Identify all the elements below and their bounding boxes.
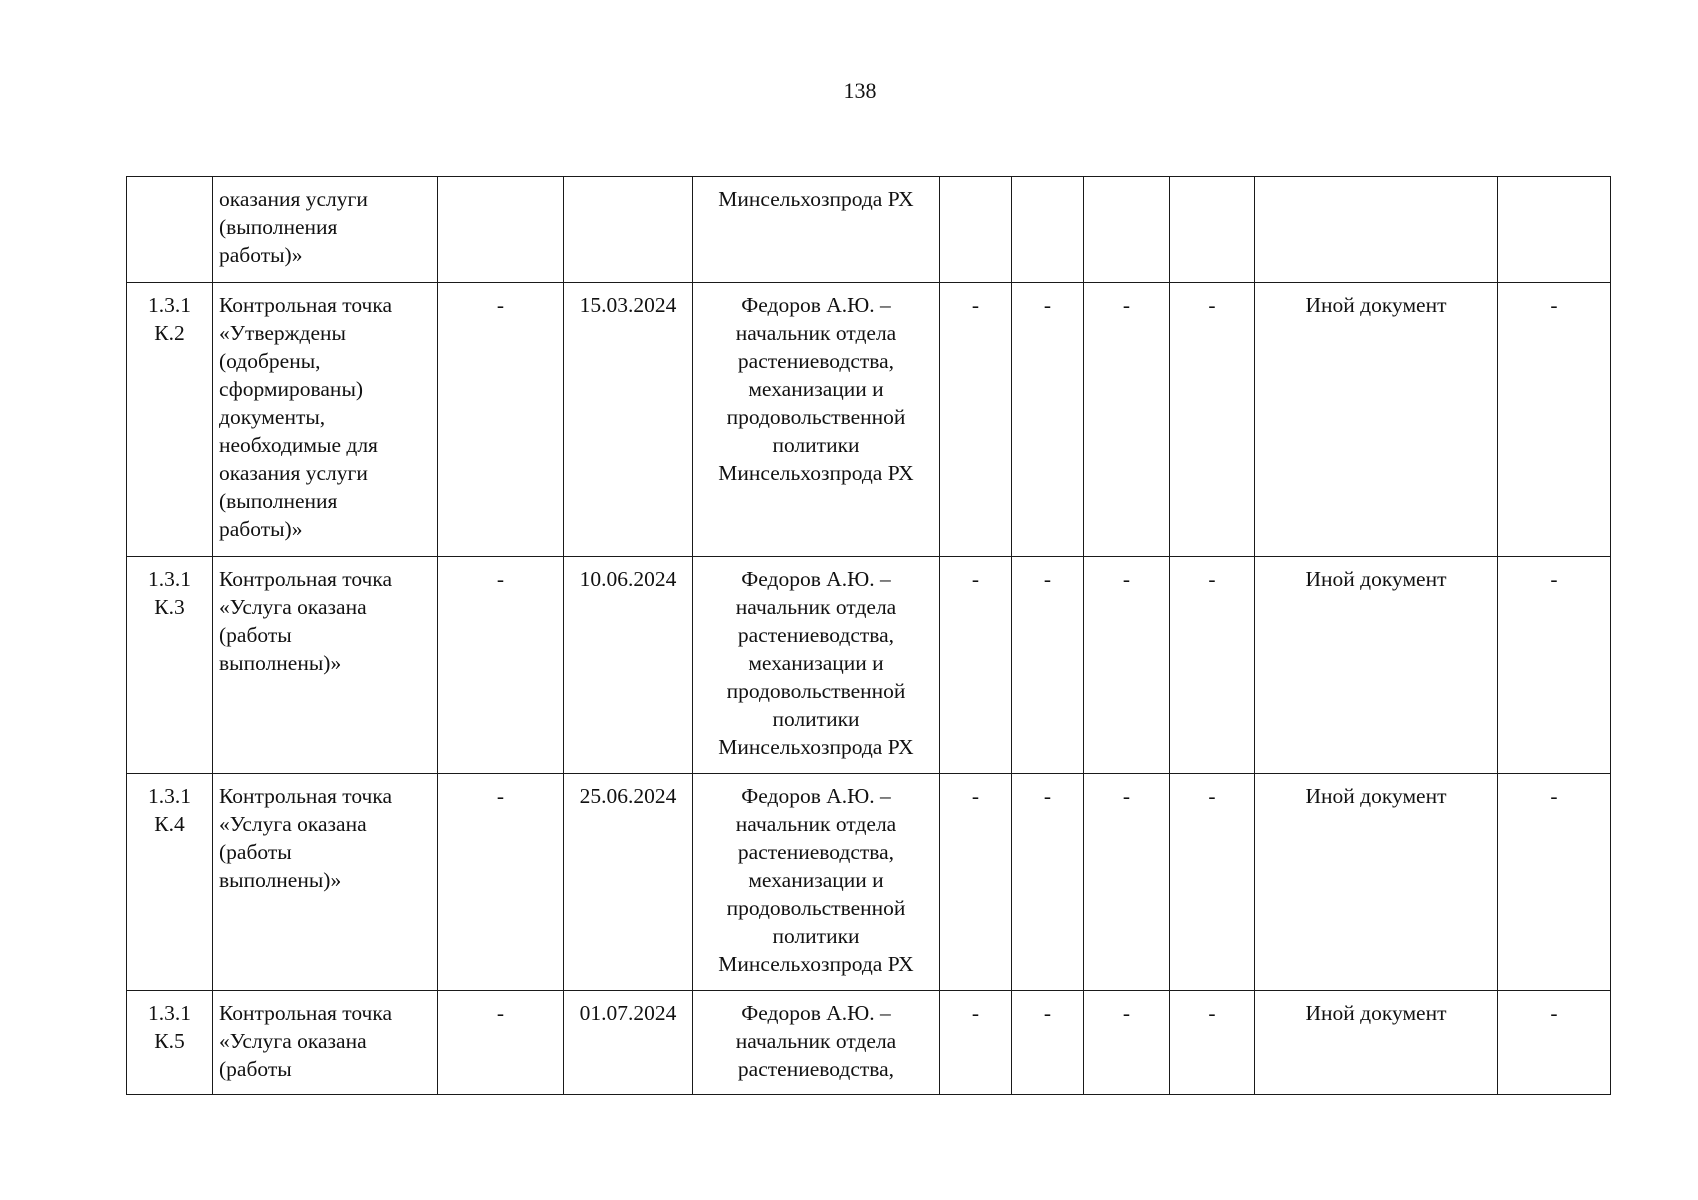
table-row <box>127 177 1611 283</box>
base-cell: - <box>438 991 564 1095</box>
value-cell-1: - <box>940 991 1012 1095</box>
row-number-cell: 1.3.1 К.4 <box>127 774 213 991</box>
value-cell-2 <box>1012 177 1084 283</box>
value-cell-3: - <box>1084 557 1170 774</box>
value-cell-4: - <box>1170 557 1255 774</box>
info-system-cell: - <box>1498 557 1611 774</box>
value-cell-3 <box>1084 177 1170 283</box>
base-cell: - <box>438 774 564 991</box>
row-number-cell: 1.3.1 К.3 <box>127 557 213 774</box>
value-cell-4 <box>1170 177 1255 283</box>
row-number-cell: 1.3.1 К.5 <box>127 991 213 1095</box>
event-name-cell: Контрольная точка «Услуга оказана (работы <box>213 991 438 1095</box>
value-cell-3: - <box>1084 774 1170 991</box>
row-number-cell <box>127 177 213 283</box>
base-cell <box>438 177 564 283</box>
date-cell: 15.03.2024 <box>564 283 693 557</box>
document-type-cell: Иной документ <box>1255 283 1498 557</box>
document-type-cell: Иной документ <box>1255 557 1498 774</box>
table-row <box>127 283 1611 557</box>
table-body <box>127 177 1611 1095</box>
event-name-cell: Контрольная точка «Утверждены (одобрены, сформированы) документы, необходимые для оказания услуги (выполнения работы)» <box>213 283 438 557</box>
document-type-cell <box>1255 177 1498 283</box>
value-cell-4: - <box>1170 991 1255 1095</box>
value-cell-2: - <box>1012 283 1084 557</box>
responsible-cell: Федоров А.Ю. – начальник отдела растениеводства, механизации и продовольственной политики Минсельхозпрода РХ <box>693 283 940 557</box>
page-number: 138 <box>843 78 877 103</box>
value-cell-3: - <box>1084 283 1170 557</box>
date-cell: 10.06.2024 <box>564 557 693 774</box>
event-name-cell: Контрольная точка «Услуга оказана (работы выполнены)» <box>213 774 438 991</box>
value-cell-1: - <box>940 557 1012 774</box>
value-cell-1: - <box>940 283 1012 557</box>
date-cell: 25.06.2024 <box>564 774 693 991</box>
value-cell-2: - <box>1012 774 1084 991</box>
date-cell: 01.07.2024 <box>564 991 693 1095</box>
responsible-cell: Федоров А.Ю. – начальник отдела растениеводства, <box>693 991 940 1095</box>
info-system-cell: - <box>1498 774 1611 991</box>
table-row <box>127 774 1611 991</box>
date-cell <box>564 177 693 283</box>
table-row <box>127 557 1611 774</box>
value-cell-4: - <box>1170 774 1255 991</box>
value-cell-2: - <box>1012 557 1084 774</box>
value-cell-4: - <box>1170 283 1255 557</box>
document-type-cell: Иной документ <box>1255 991 1498 1095</box>
info-system-cell: - <box>1498 991 1611 1095</box>
responsible-cell: Минсельхозпрода РХ <box>693 177 940 283</box>
row-number-cell: 1.3.1 К.2 <box>127 283 213 557</box>
responsible-cell: Федоров А.Ю. – начальник отдела растениеводства, механизации и продовольственной политики Минсельхозпрода РХ <box>693 774 940 991</box>
value-cell-1 <box>940 177 1012 283</box>
event-name-cell: оказания услуги (выполнения работы)» <box>213 177 438 283</box>
base-cell: - <box>438 283 564 557</box>
info-system-cell: - <box>1498 283 1611 557</box>
value-cell-3: - <box>1084 991 1170 1095</box>
control-points-table <box>126 176 1611 1095</box>
info-system-cell <box>1498 177 1611 283</box>
document-type-cell: Иной документ <box>1255 774 1498 991</box>
table-row <box>127 991 1611 1095</box>
base-cell: - <box>438 557 564 774</box>
value-cell-1: - <box>940 774 1012 991</box>
responsible-cell: Федоров А.Ю. – начальник отдела растениеводства, механизации и продовольственной политики Минсельхозпрода РХ <box>693 557 940 774</box>
event-name-cell: Контрольная точка «Услуга оказана (работы выполнены)» <box>213 557 438 774</box>
value-cell-2: - <box>1012 991 1084 1095</box>
